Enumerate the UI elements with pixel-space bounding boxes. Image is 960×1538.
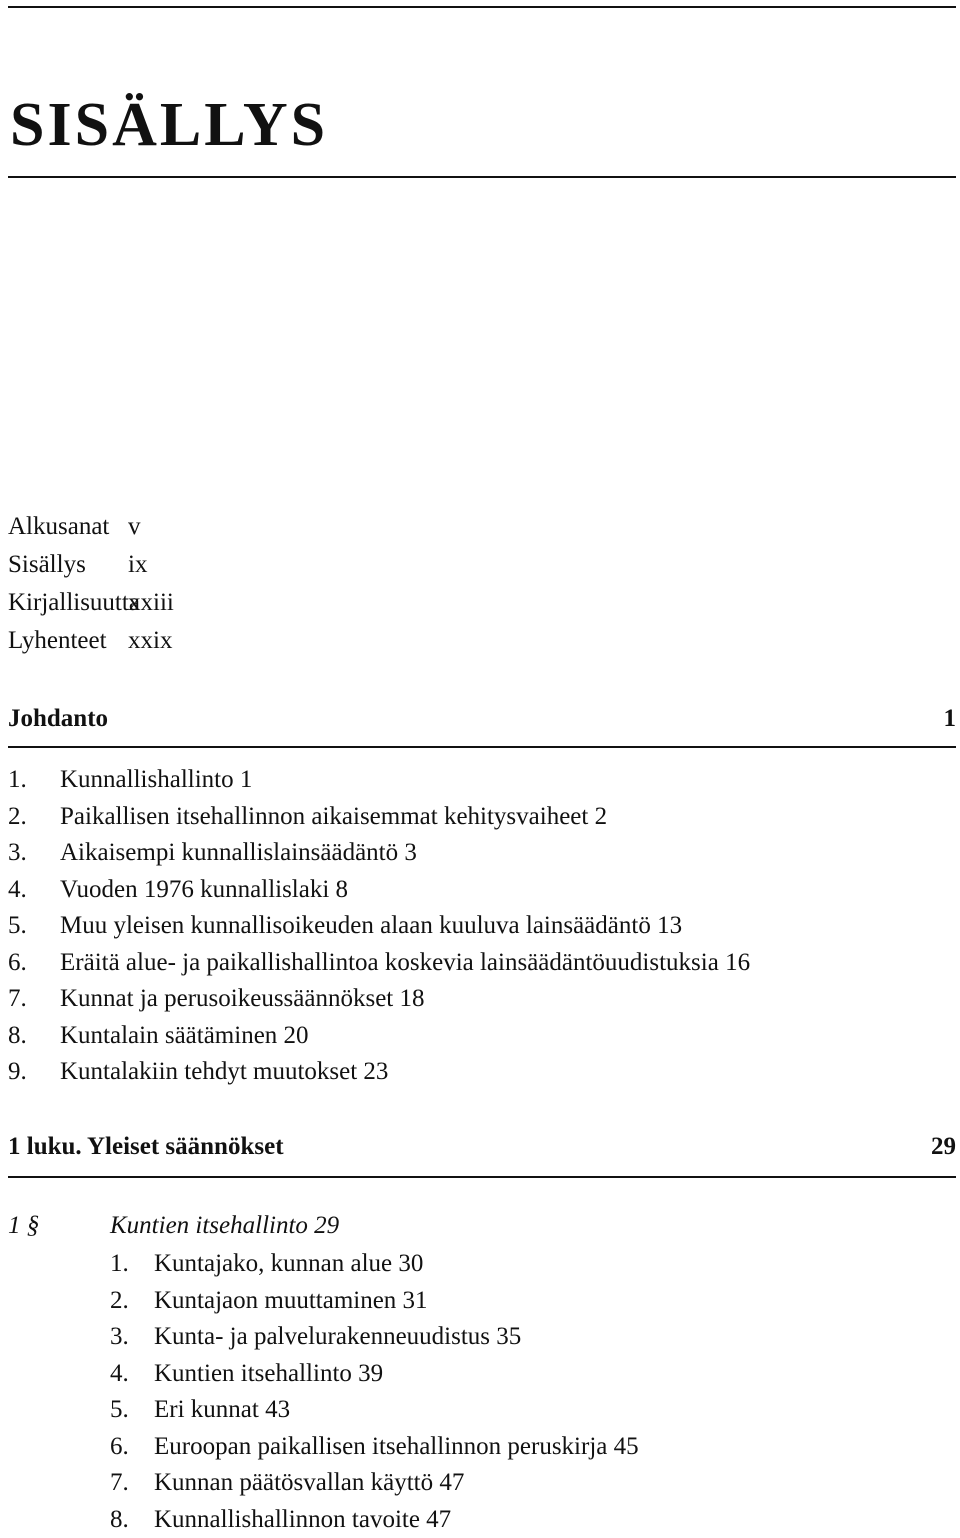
front-matter-label: Alkusanat: [8, 508, 128, 546]
section-title: Kuntien itsehallinto 29: [110, 1208, 339, 1244]
section-mark: 1 §: [8, 1208, 110, 1244]
chapter1-heading-label: 1 luku. Yleiset säännökset: [8, 1130, 284, 1164]
front-matter-item[interactable]: [8, 622, 174, 660]
section-heading[interactable]: [8, 1208, 339, 1244]
list-item[interactable]: [8, 799, 750, 836]
item-text: Kuntajaon muuttaminen 31: [154, 1283, 428, 1320]
item-number: 6.: [8, 945, 60, 982]
page-title: SISÄLLYS: [10, 94, 328, 156]
intro-items-list: [8, 762, 750, 1091]
item-text: Euroopan paikallisen itsehallinnon peruskirja 45: [154, 1429, 639, 1466]
chapter1-heading[interactable]: [8, 1130, 956, 1164]
list-item[interactable]: [8, 945, 750, 982]
item-text: Kuntien itsehallinto 39: [154, 1356, 383, 1393]
front-matter-item[interactable]: [8, 584, 174, 622]
list-item[interactable]: [110, 1465, 639, 1502]
list-item[interactable]: [8, 835, 750, 872]
front-matter-page: v: [128, 508, 141, 546]
item-number: 7.: [110, 1465, 154, 1502]
list-item[interactable]: [110, 1502, 639, 1538]
list-item[interactable]: [8, 1054, 750, 1091]
front-matter-list: [8, 508, 174, 660]
list-item[interactable]: [110, 1319, 639, 1356]
item-text: Kunnallishallinnon tavoite 47: [154, 1502, 451, 1538]
chapter1-rule: [8, 1176, 956, 1178]
title-rule: [8, 176, 956, 178]
list-item[interactable]: [8, 908, 750, 945]
item-text: Muu yleisen kunnallisoikeuden alaan kuuluva lainsäädäntö 13: [60, 908, 682, 945]
front-matter-page: xxiii: [128, 584, 174, 622]
list-item[interactable]: [110, 1429, 639, 1466]
front-matter-label: Lyhenteet: [8, 622, 128, 660]
item-number: 2.: [8, 799, 60, 836]
item-text: Paikallisen itsehallinnon aikaisemmat kehitysvaiheet 2: [60, 799, 607, 836]
item-text: Eräitä alue- ja paikallishallintoa koskevia lainsäädäntöuudistuksia 16: [60, 945, 750, 982]
item-number: 2.: [110, 1283, 154, 1320]
item-number: 8.: [8, 1018, 60, 1055]
item-number: 7.: [8, 981, 60, 1018]
item-text: Kunnallishallinto 1: [60, 762, 252, 799]
item-number: 6.: [110, 1429, 154, 1466]
item-number: 8.: [110, 1502, 154, 1538]
item-number: 3.: [8, 835, 60, 872]
item-number: 5.: [110, 1392, 154, 1429]
intro-rule: [8, 746, 956, 748]
list-item[interactable]: [110, 1392, 639, 1429]
intro-heading[interactable]: [8, 702, 956, 736]
item-text: Kuntajako, kunnan alue 30: [154, 1246, 423, 1283]
item-text: Kuntalakiin tehdyt muutokset 23: [60, 1054, 388, 1091]
front-matter-item[interactable]: [8, 546, 174, 584]
item-number: 1.: [110, 1246, 154, 1283]
item-number: 9.: [8, 1054, 60, 1091]
front-matter-page: ix: [128, 546, 147, 584]
item-text: Eri kunnat 43: [154, 1392, 290, 1429]
item-text: Kunta- ja palvelurakenneuudistus 35: [154, 1319, 521, 1356]
top-rule: [8, 6, 956, 8]
intro-heading-page: 1: [944, 702, 957, 736]
chapter1-heading-page: 29: [931, 1130, 956, 1164]
item-number: 4.: [8, 872, 60, 909]
chapter1-items-list: [110, 1246, 639, 1538]
list-item[interactable]: [8, 981, 750, 1018]
item-number: 5.: [8, 908, 60, 945]
item-text: Kunnat ja perusoikeussäännökset 18: [60, 981, 425, 1018]
list-item[interactable]: [8, 762, 750, 799]
item-number: 4.: [110, 1356, 154, 1393]
front-matter-label: Sisällys: [8, 546, 128, 584]
front-matter-label: Kirjallisuutta: [8, 584, 128, 622]
item-text: Vuoden 1976 kunnallislaki 8: [60, 872, 348, 909]
list-item[interactable]: [8, 872, 750, 909]
intro-heading-label: Johdanto: [8, 702, 108, 736]
list-item[interactable]: [110, 1356, 639, 1393]
list-item[interactable]: [110, 1246, 639, 1283]
list-item[interactable]: [110, 1283, 639, 1320]
item-text: Aikaisempi kunnallislainsäädäntö 3: [60, 835, 417, 872]
list-item[interactable]: [8, 1018, 750, 1055]
front-matter-page: xxix: [128, 622, 172, 660]
item-number: 3.: [110, 1319, 154, 1356]
item-number: 1.: [8, 762, 60, 799]
item-text: Kunnan päätösvallan käyttö 47: [154, 1465, 464, 1502]
item-text: Kuntalain säätäminen 20: [60, 1018, 309, 1055]
front-matter-item[interactable]: [8, 508, 174, 546]
